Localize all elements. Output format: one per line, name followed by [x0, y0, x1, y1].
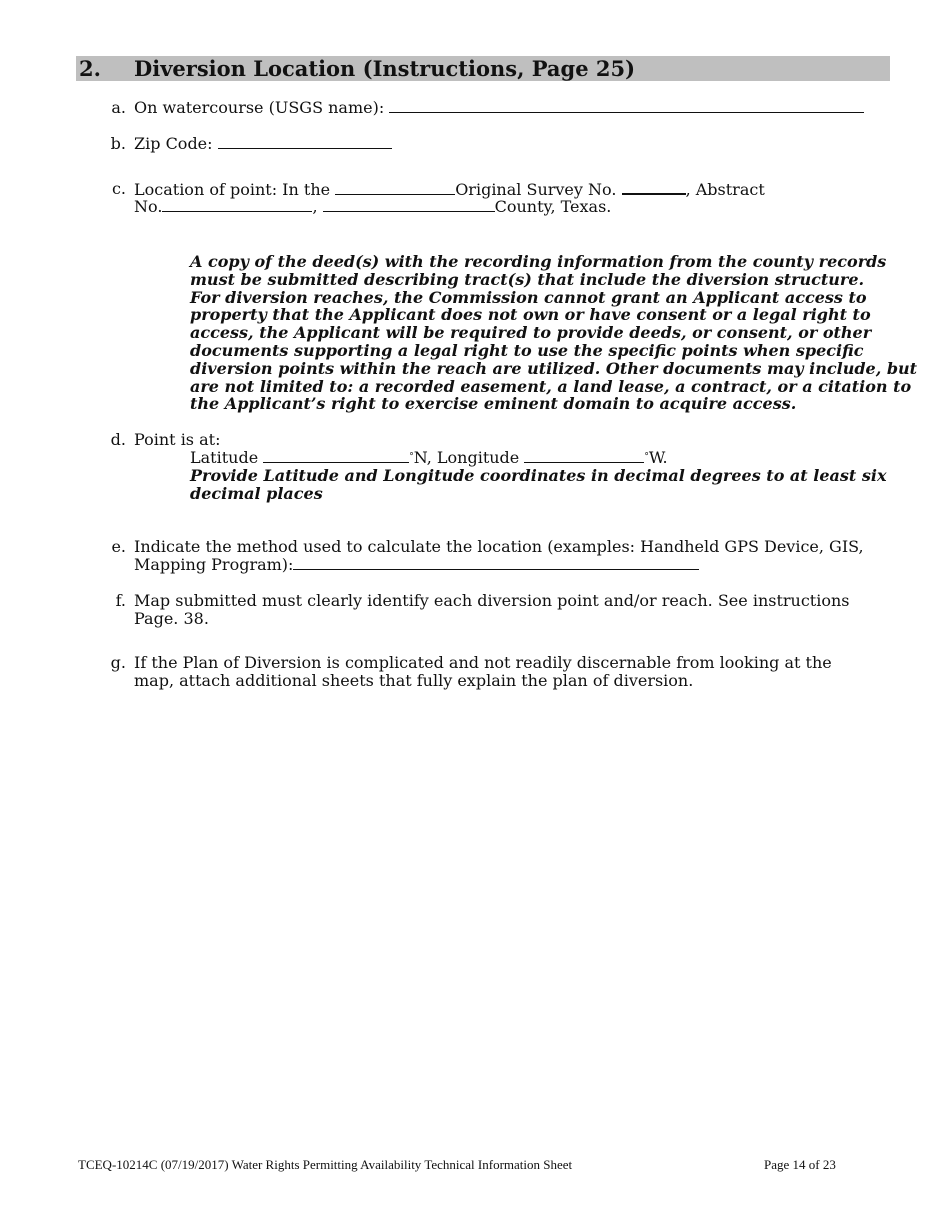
longitude-label: N, Longitude [413, 448, 520, 467]
point-is-at-label: Point is at: [134, 430, 221, 449]
map-instruction-cont: Page. 38. [134, 609, 209, 628]
plan-instruction-cont: map, attach additional sheets that fully explain the plan of diversion. [134, 671, 694, 690]
section-title: Diversion Location (Instructions, Page 25) [134, 56, 636, 81]
watercourse-label: On watercourse (USGS name): [134, 98, 385, 117]
latitude-label: Latitude [190, 448, 259, 467]
county-label: County, Texas. [494, 197, 612, 216]
note-line: For diversion reaches, the Commission cannot grant an Applicant access to [190, 287, 867, 307]
section-number: 2. [79, 56, 101, 81]
county-field[interactable] [323, 198, 495, 212]
footer-page-number: Page 14 of 23 [764, 1157, 836, 1172]
zip-code-label: Zip Code: [134, 134, 213, 153]
section-header [76, 56, 890, 81]
note-line: the Applicant’s right to exercise eminent domain to acquire access. [190, 394, 797, 414]
note-line: access, the Applicant will be required to provide deeds, or consent, or other [190, 323, 872, 343]
note-line: documents supporting a legal right to use the specific points when specific [190, 340, 864, 360]
method-field[interactable] [293, 556, 699, 570]
note-line: A copy of the deed(s) with the recording information from the county records [190, 252, 887, 271]
abstract-no-label: No. [134, 197, 163, 216]
item-letter: a. [111, 98, 126, 117]
degree-symbol: ° [409, 452, 414, 462]
item-letter: b. [110, 134, 126, 153]
footer-form-id: TCEQ-10214C (07/19/2017) Water Rights Permitting Availability Technical Information Sheet [78, 1157, 573, 1172]
method-label: Indicate the method used to calculate the location (examples: Handheld GPS Device, GIS, [134, 537, 864, 556]
item-letter: e. [111, 537, 126, 556]
item-letter: c. [111, 179, 126, 198]
west-label: W. [648, 448, 668, 467]
survey-label: Original Survey No. [455, 180, 617, 199]
plan-instruction: If the Plan of Diversion is complicated and not readily discernable from looking at the [134, 653, 832, 672]
coordinates-note-line: decimal places [190, 484, 323, 503]
comma-separator: , [312, 197, 318, 216]
longitude-field[interactable] [524, 449, 644, 463]
abstract-number-field[interactable] [162, 198, 312, 212]
method-label-cont: Mapping Program): [134, 555, 294, 574]
deed-requirement-note [190, 252, 918, 414]
note-line: property that the Applicant does not own or have consent or a legal right to [190, 305, 871, 325]
abstract-label: , Abstract [685, 180, 765, 199]
note-line: must be submitted describing tract(s) that include the diversion structure. [190, 269, 865, 289]
note-line: diversion points within the reach are utilized. Other documents may include, but [190, 358, 918, 378]
item-letter: f. [115, 591, 126, 610]
zip-code-field[interactable] [218, 135, 392, 149]
coordinates-note-line: Provide Latitude and Longitude coordinates in decimal degrees to at least six [190, 466, 887, 485]
latitude-field[interactable] [263, 449, 409, 463]
map-instruction: Map submitted must clearly identify each diversion point and/or reach. See instructions [134, 591, 850, 610]
watercourse-field[interactable] [389, 99, 864, 113]
original-grantee-field[interactable] [335, 181, 455, 195]
item-letter: d. [110, 430, 126, 449]
survey-number-field[interactable] [622, 180, 686, 195]
degree-symbol: ° [644, 452, 649, 462]
location-label: Location of point: In the [134, 180, 331, 199]
item-letter: g. [110, 653, 126, 672]
note-line: are not limited to: a recorded easement, a land lease, a contract, or a citation to [190, 376, 912, 396]
